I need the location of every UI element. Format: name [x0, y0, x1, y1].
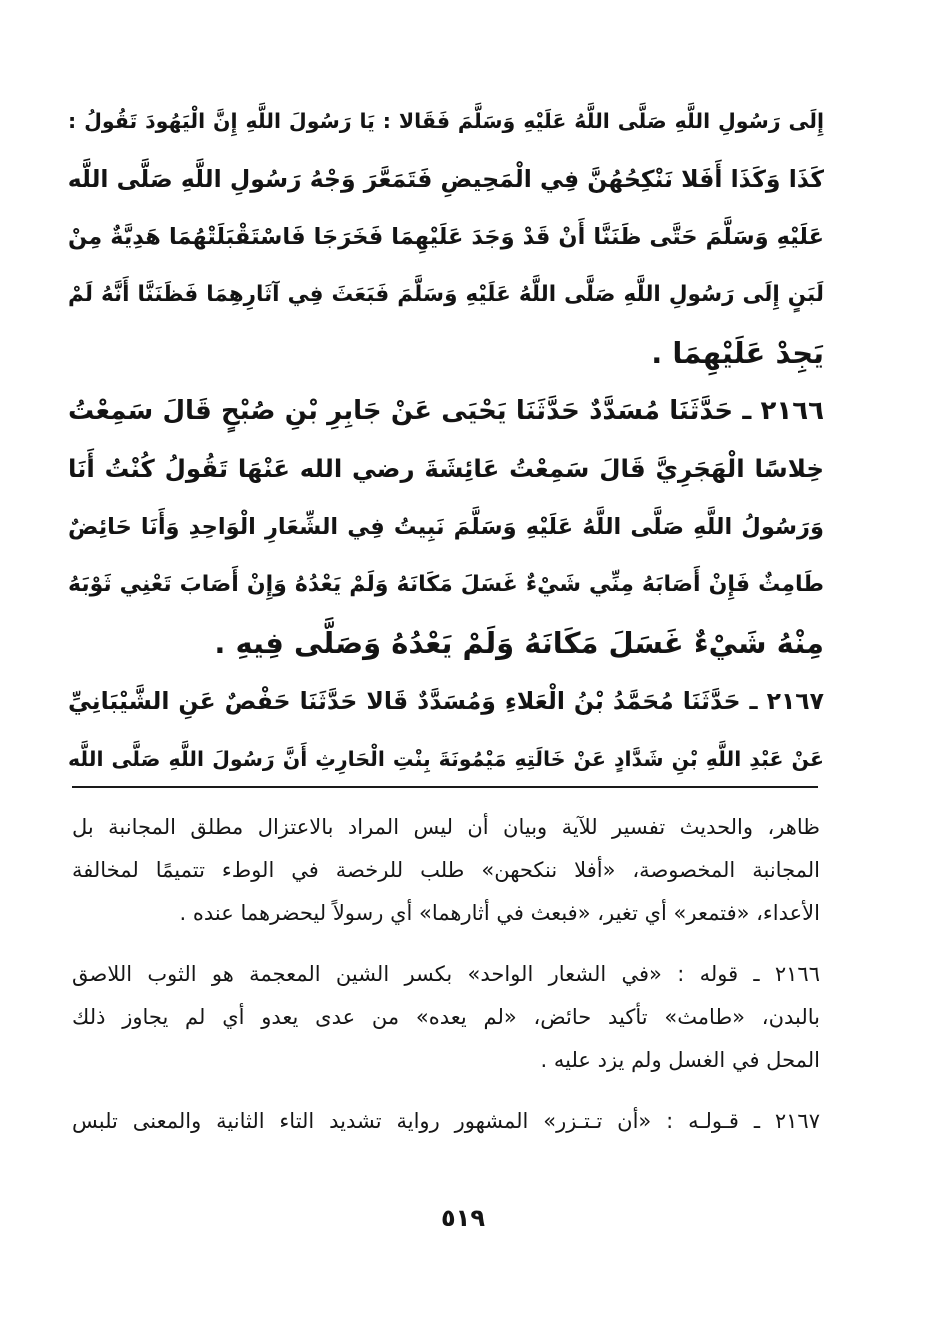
page-number: ٥١٩	[441, 1204, 485, 1232]
note-spacer	[72, 1082, 820, 1100]
hadith-line: يَجِدْ عَلَيْهِمَا .	[651, 336, 824, 370]
hadith-2166-line: طَامِثٌ فَإِنْ أَصَابَهُ مِنِّي شَيْءٌ غَسَلَ مَكَانَهُ وَلَمْ يَعْدُهُ وَإِنْ أَصَابَ تَعْنِي ثَوْبَهُ	[68, 572, 824, 597]
hadith-line: لَبَنٍ إِلَى رَسُولِ اللَّهِ صَلَّى اللَّهُ عَلَيْهِ وَسَلَّمَ فَبَعَثَ فِي آثَارِهِمَا فَظَنَنَّا أَنَّهُ لَمْ	[68, 282, 824, 307]
hadith-2166-line: خِلاسًا الْهَجَرِيَّ قَالَ سَمِعْتُ عَائِشَةَ رضي الله عَنْهَا تَقُولُ كُنْتُ أَنَا	[68, 454, 824, 483]
note-line: ظاهر، والحديث تفسير للآية وبيان أن ليس المراد بالاعتزال مطلق المجانبة بل	[72, 815, 820, 839]
hadith-line: إِلَى رَسُولِ اللَّهِ صَلَّى اللَّهُ عَلَيْهِ وَسَلَّمَ فَقَالا : يَا رَسُولَ اللَّهِ إِنَّ الْيَهُودَ تَقُولُ :	[68, 109, 824, 133]
commentary-notes	[72, 806, 820, 1143]
hadith-line: عَلَيْهِ وَسَلَّمَ حَتَّى ظَنَنَّا أَنْ قَدْ وَجَدَ عَلَيْهِمَا فَخَرَجَا فَاسْتَقْبَلَتْهُمَا هَدِيَّةٌ مِنْ	[68, 224, 824, 250]
hadith-2166-line: وَرَسُولُ اللَّهِ صَلَّى اللَّهُ عَلَيْهِ وَسَلَّمَ نَبِيتُ فِي الشِّعَارِ الْوَاحِدِ وَأَنَا حَائِضٌ	[68, 514, 824, 540]
hadith-2166-line: مِنْهُ شَيْءٌ غَسَلَ مَكَانَهُ وَلَمْ يَعْدُهُ وَصَلَّى فِيهِ .	[214, 626, 824, 660]
note-2166-line: بالبدن، «طامث» تأكيد حائض، «لم يعده» من عدى يعدو أي لم يجاوز ذلك	[72, 1005, 820, 1029]
hadith-2167-line: ٢١٦٧ ـ حَدَّثَنَا مُحَمَّدُ بْنُ الْعَلاءِ وَمُسَدَّدٌ قَالا حَدَّثَنَا حَفْصٌ عَنِ الشَّيْبَانِيِّ	[68, 687, 824, 715]
note-2167-line: ٢١٦٧ ـ قـولـه : «أن تـتـزر» المشهور رواية تشديد التاء الثانية والمعنى تلبس	[72, 1109, 820, 1133]
hadith-2166-line: ٢١٦٦ ـ حَدَّثَنَا مُسَدَّدٌ حَدَّثَنَا يَحْيَى عَنْ جَابِرِ بْنِ صُبْحٍ قَالَ سَمِعْتُ	[68, 396, 824, 426]
footnote-separator	[72, 786, 818, 788]
note-line: الأعداء، «فتمعر» أي تغير، «فبعث في أثارهما» أي رسولاً ليحضرهما عنده .	[179, 901, 820, 925]
hadith-line: كَذَا وَكَذَا أَفَلا نَنْكِحُهُنَّ فِي الْمَحِيضِ فَتَمَعَّرَ وَجْهُ رَسُولِ اللَّهِ صَلَّى اللَّه	[68, 165, 824, 193]
note-2166-line: المحل في الغسل ولم يزد عليه .	[540, 1048, 820, 1072]
hadith-2167-line: عَنْ عَبْدِ اللَّهِ بْنِ شَدَّادٍ عَنْ خَالَتِهِ مَيْمُونَةَ بِنْتِ الْحَارِثِ أَنَّ رَسُولَ اللَّهِ صَلَّى اللَّه	[68, 747, 824, 771]
hadith-text-block	[68, 92, 824, 788]
note-line: المجانبة المخصوصة، «أفلا ننكحهن» طلب للرخصة في الوطء تتميمًا لمخالفة	[72, 858, 820, 882]
note-2166-line: ٢١٦٦ ـ قوله : «في الشعار الواحد» بكسر الشين المعجمة هو الثوب اللاصق	[72, 962, 820, 986]
note-spacer	[72, 935, 820, 953]
